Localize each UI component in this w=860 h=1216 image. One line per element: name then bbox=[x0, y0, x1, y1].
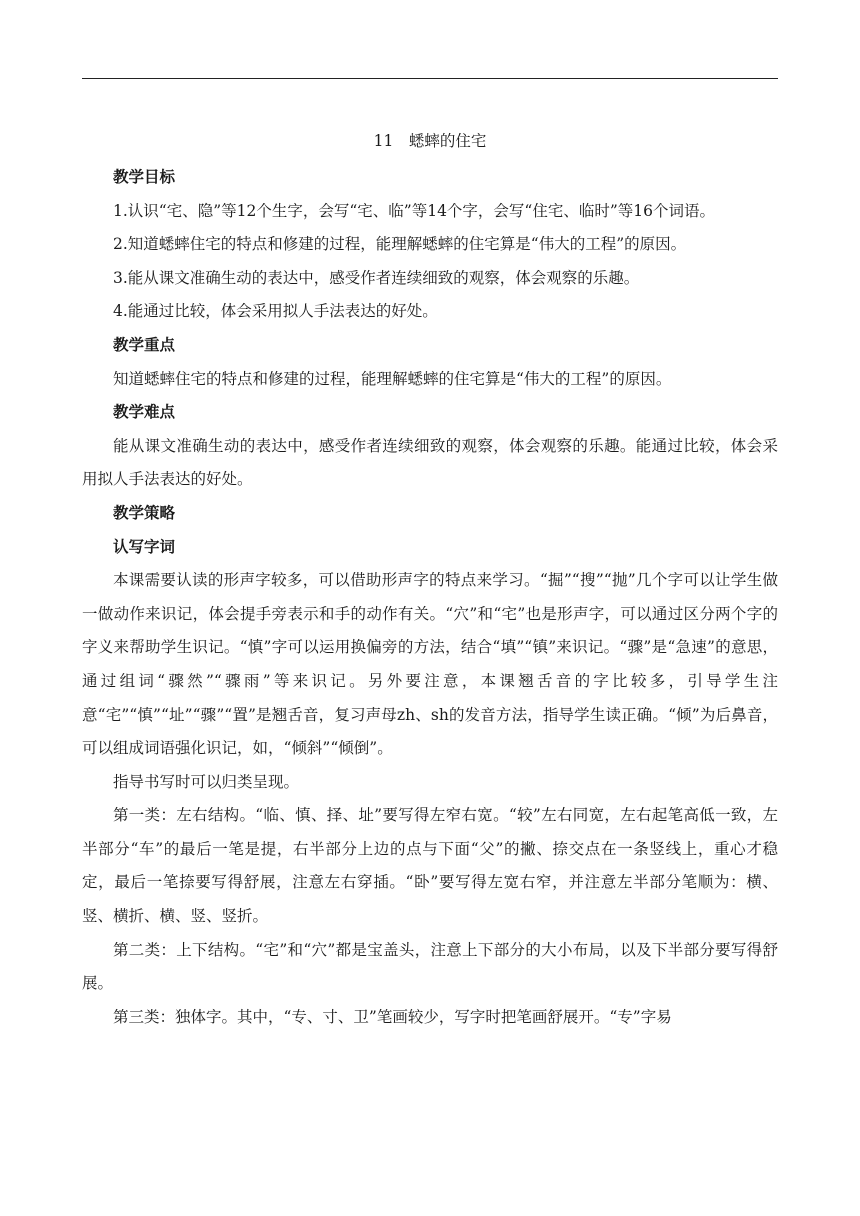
words-paragraph: 本课需要认读的形声字较多，可以借助形声字的特点来学习。“掘”“搜”“抛”几个字可以让学生做一做动作来识记，体会提手旁表示和手的动作有关。“穴”和“宅”也是形声字，可以通过区分两个字的字义来帮助学生识记。“慎”字可以运用换偏旁的方法，结合“填”“镇”来识记。“骤”是“急速”的意思，通过组词“骤然”“骤雨”等来识记。另外要注意，本课翘舌音的字比较多，引导学生注意“宅”“慎”“址”“骤”“置”是翘舌音，复习声母zh、sh的发音方法，指导学生读正确。“倾”为后鼻音，可以组成词语强化识记，如，“倾斜”“倾倒”。 bbox=[82, 571, 778, 758]
key-points-paragraph: 知道蟋蟀住宅的特点和修建的过程，能理解蟋蟀的住宅算是“伟大的工程”的原因。 bbox=[113, 369, 672, 388]
header-rule bbox=[82, 78, 778, 79]
category-3-paragraph: 第三类：独体字。其中，“专、寸、卫”笔画较少，写字时把笔画舒展开。“专”字易 bbox=[113, 1007, 672, 1026]
section-heading-strategy: 教学策略 bbox=[113, 503, 176, 522]
goal-item-3: 3.能从课文准确生动的表达中，感受作者连续细致的观察，体会观察的乐趣。 bbox=[113, 268, 640, 287]
difficulties-paragraph: 能从课文准确生动的表达中，感受作者连续细致的观察，体会观察的乐趣。能通过比较，体会采用拟人手法表达的好处。 bbox=[82, 436, 778, 489]
writing-guide-paragraph: 指导书写时可以归类呈现。 bbox=[113, 772, 300, 791]
category-2-paragraph: 第二类：上下结构。“宅”和“穴”都是宝盖头，注意上下部分的大小布局，以及下半部分要写得舒展。 bbox=[82, 940, 778, 993]
subsection-heading-words: 认写字词 bbox=[113, 537, 176, 556]
lesson-title: 11 蟋蟀的住宅 bbox=[373, 132, 487, 150]
document-body bbox=[82, 126, 778, 1034]
goal-item-2: 2.知道蟋蟀住宅的特点和修建的过程，能理解蟋蟀的住宅算是“伟大的工程”的原因。 bbox=[113, 235, 687, 254]
section-heading-difficulties: 教学难点 bbox=[113, 403, 176, 422]
section-heading-key-points: 教学重点 bbox=[113, 335, 176, 354]
section-heading-goals: 教学目标 bbox=[113, 168, 176, 186]
goal-item-4: 4.能通过比较，体会采用拟人手法表达的好处。 bbox=[113, 302, 438, 321]
category-1-paragraph: 第一类：左右结构。“临、慎、择、址”要写得左窄右宽。“较”左右同宽，左右起笔高低一致，左半部分“车”的最后一笔是提，右半部分上边的点与下面“父”的撇、捺交点在一条竖线上，重心才稳定，最后一笔捺要写得舒展，注意左右穿插。“卧”要写得左宽右窄，并注意左半部分笔顺为：横、竖、横折、横、竖、竖折。 bbox=[82, 806, 778, 926]
goal-item-1: 1.认识“宅、隐”等12个生字，会写“宅、临”等14个字，会写“住宅、临时”等16个词语。 bbox=[113, 201, 716, 220]
